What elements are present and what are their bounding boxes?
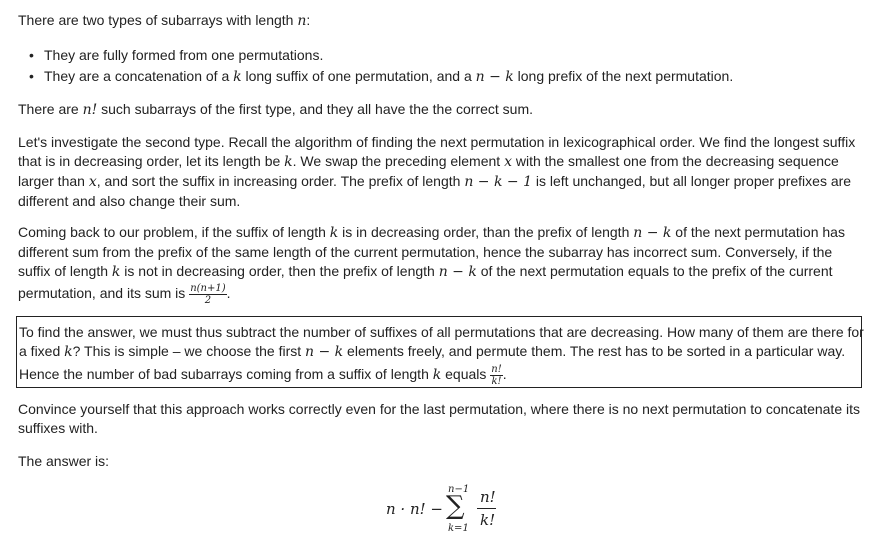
bullet-2-text-c: long prefix of the next permutation.: [513, 68, 734, 84]
math-k: k: [233, 69, 242, 85]
second-type-paragraph: [18, 133, 864, 211]
second-l2-c: with the smallest one from the decreasing sequence: [511, 153, 839, 169]
math-x: x: [504, 154, 512, 170]
intro-paragraph: [18, 11, 864, 31]
back-l1-a: Coming back to our problem, if the suffix of length: [18, 224, 330, 240]
fraction-denominator: 2: [204, 295, 212, 306]
math-n: n: [297, 13, 307, 29]
convince-line-1: Convince yourself that this approach works correctly even for the last permutation, where there is no next permutation to concatenate its: [18, 401, 860, 417]
bullet-2-text-a: They are a concatenation of a: [44, 68, 234, 84]
formula-lhs: n · n! −: [386, 500, 443, 518]
convince-paragraph: [18, 400, 864, 438]
sum-upper-limit: n−1: [448, 484, 470, 495]
box-l2-c: elements freely, and permute them. The rest has to be sorted in a particular way.: [343, 343, 846, 359]
back-l4-b: .: [226, 285, 231, 302]
sum-lower-limit: k=1: [448, 523, 469, 534]
box-l3-a: Hence the number of bad subarrays coming from a suffix of length: [19, 366, 433, 383]
fraction-numerator: n(n+1): [190, 283, 226, 294]
box-line-2: [19, 342, 861, 362]
math-n-minus-k-minus-1: n − k − 1: [464, 174, 532, 190]
math-n-minus-k: n − k: [633, 225, 672, 241]
sum-fraction: [189, 283, 226, 306]
intro-text: There are two types of subarrays with length: [18, 12, 298, 28]
second-l2-b: . We swap the preceding element: [292, 153, 505, 169]
bullet-icon: •: [29, 68, 34, 84]
math-k: k: [284, 154, 293, 170]
box-l3-c: .: [502, 366, 507, 383]
box-line-3: [19, 364, 861, 387]
back-l1-c: of the next permutation has: [671, 224, 845, 240]
math-k: k: [432, 367, 442, 384]
second-line-1: Let's investigate the second type. Recall the algorithm of finding the next permutation in lexicographical order. We find the longest suffix: [18, 134, 856, 150]
back-line-1: [18, 223, 864, 243]
math-k: k: [111, 264, 121, 280]
second-line-2: [18, 152, 864, 172]
math-k: k: [64, 344, 73, 360]
formula-denominator: k!: [480, 511, 496, 529]
box-line-1: To find the answer, we must thus subtract the number of suffixes of all permutations that are decreasing. How many of them are there for: [19, 324, 864, 340]
second-l3-c: is left unchanged, but all longer proper prefixes are: [532, 173, 852, 189]
summation-icon: ∑: [446, 491, 465, 521]
back-l3-a: suffix of length: [18, 263, 112, 279]
formula-numerator: n!: [480, 488, 496, 506]
types-list: [18, 45, 864, 88]
math-n-minus-k: n − k: [305, 344, 344, 360]
answer-formula: [386, 484, 506, 544]
answer-label: The answer is:: [18, 453, 110, 469]
back-l3-b: is not in decreasing order, then the prefix of length: [120, 263, 439, 279]
back-l4-a: permutation, and its sum is: [18, 285, 190, 302]
box-l2-b: ? This is simple – we choose the first: [72, 343, 306, 359]
second-l3-b: , and sort the suffix in increasing order. The prefix of length: [96, 173, 465, 189]
bullet-2-text-b: long suffix of one permutation, and a: [241, 68, 476, 84]
math-n-minus-k: n − k: [475, 69, 514, 85]
box-l2-a: a fixed: [19, 343, 65, 359]
math-x: x: [88, 174, 97, 190]
bad-count-fraction: [490, 364, 502, 387]
second-l2-a: that is in decreasing order, let its length be: [18, 153, 285, 169]
bullet-icon: •: [29, 47, 34, 63]
fraction-denominator: k!: [491, 376, 502, 387]
intro-colon: :: [306, 12, 311, 28]
back-line-2: different sum from the prefix of the same length of the current permutation, hence the subarray has incorrect sum. Conversely, if the: [18, 244, 833, 260]
coming-back-paragraph: [18, 223, 864, 306]
highlight-box: [16, 316, 862, 388]
math-n-minus-k: n − k: [438, 264, 477, 280]
back-line-4: [18, 283, 864, 306]
second-line-3: [18, 172, 864, 192]
list-item: [18, 45, 864, 66]
box-l3-b: equals: [441, 366, 491, 383]
list-item: [18, 66, 864, 88]
answer-paragraph: [18, 452, 864, 471]
back-l1-b: is in decreasing order, than the prefix of length: [338, 224, 634, 240]
second-line-4: different and also change their sum.: [18, 193, 241, 209]
math-n-factorial: n!: [82, 102, 98, 118]
first-type-paragraph: [18, 100, 864, 120]
first-text-a: There are: [18, 101, 83, 117]
back-line-3: [18, 262, 864, 282]
second-l3-a: larger than: [18, 173, 89, 189]
fraction-bar: [477, 508, 496, 509]
math-k: k: [329, 225, 339, 241]
convince-line-2: suffixes with.: [18, 420, 98, 436]
first-text-b: such subarrays of the first type, and they all have the the correct sum.: [97, 101, 534, 117]
bullet-1-text: They are fully formed from one permutations.: [44, 47, 324, 63]
fraction-numerator: n!: [491, 364, 502, 375]
back-l3-c: of the next permutation equals to the prefix of the current: [476, 263, 833, 279]
